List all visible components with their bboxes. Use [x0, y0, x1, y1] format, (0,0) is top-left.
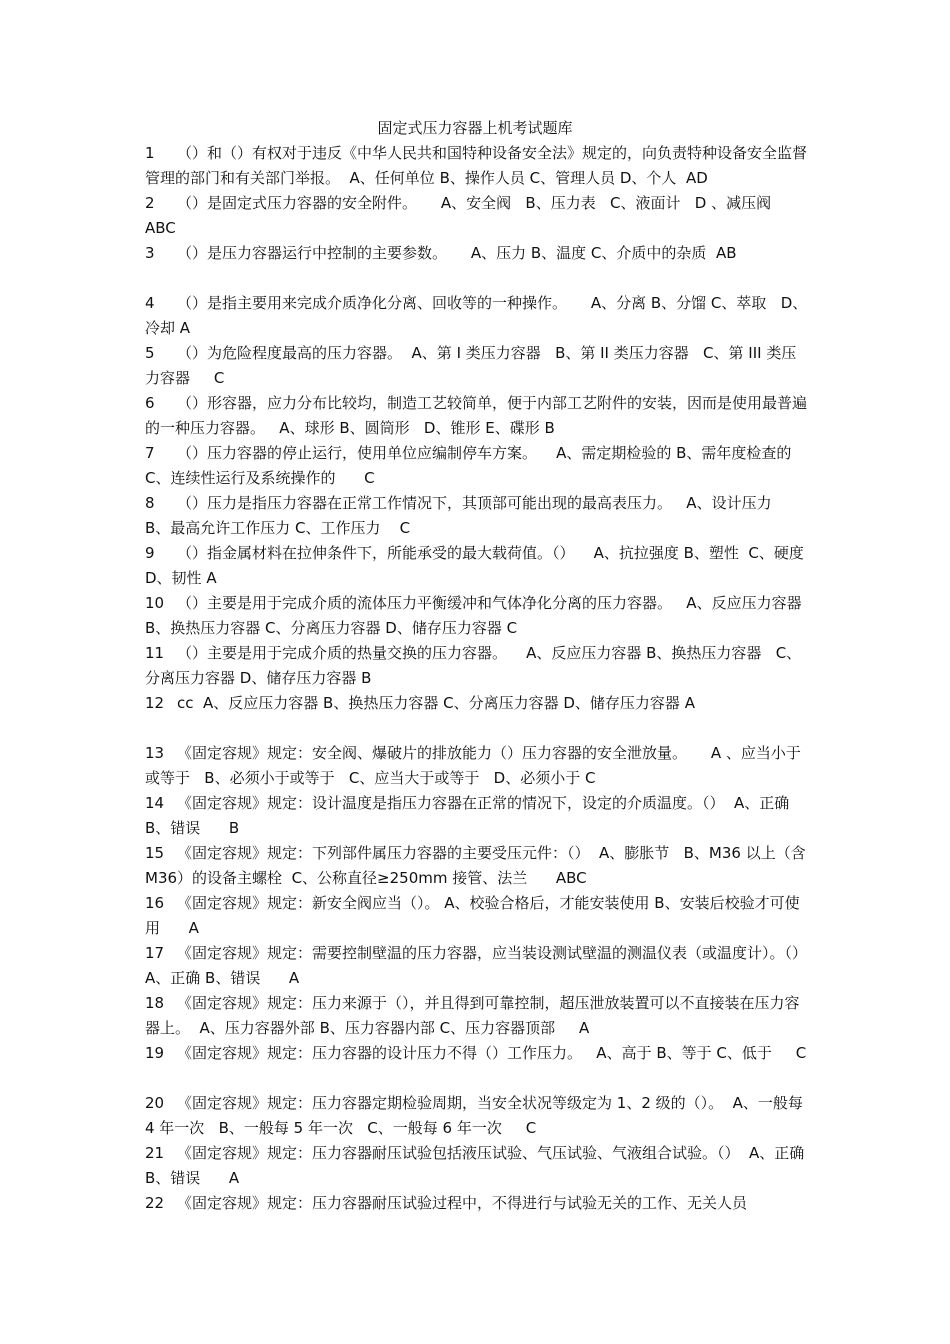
question-answer: A — [555, 1019, 590, 1037]
question-number: 16 — [145, 894, 165, 912]
question-item — [145, 791, 810, 841]
question-answer: ABC — [145, 194, 781, 237]
question-answer: B — [200, 819, 240, 837]
question-number: 14 — [145, 794, 165, 812]
question-item — [145, 141, 810, 191]
question-text: （）是指主要用来完成介质净化分离、回收等的一种操作。 A、分离 B、分馏 C、萃取 D、冷却 — [145, 294, 808, 337]
question-text: （）压力容器的停止运行，使用单位应编制停车方案。 A、需定期检验的 B、需年度检查的 C、连续性运行及系统操作的 — [145, 444, 806, 487]
question-answer: A — [260, 969, 300, 987]
question-text: 《固定容规》规定：设计温度是指压力容器在正常的情况下，设定的介质温度。（） A、正确 B、错误 — [145, 794, 795, 837]
question-item — [145, 841, 810, 891]
question-number: 21 — [145, 1144, 165, 1162]
question-answer: C — [190, 369, 225, 387]
question-number: 6 — [145, 394, 155, 412]
document-title: 固定式压力容器上机考试题库 — [377, 119, 573, 137]
question-answer: AB — [706, 244, 737, 262]
question-number: 13 — [145, 744, 165, 762]
question-text: 《固定容规》规定：压力容器定期检验周期，当安全状况等级定为 1、2 级的（）。 A、一般每 4 年一次 B、一般每 5 年一次 C、一般每 6 年一次 — [145, 1094, 808, 1137]
question-text: 《固定容规》规定：下列部件属压力容器的主要受压元件：（） A、膨胀节 B、M36 以上（含 M36）的设备主螺栓 C、公称直径≥250mm 接管、法兰 — [145, 844, 811, 887]
question-list — [145, 141, 827, 1241]
question-text: （）形容器，应力分布比较均，制造工艺较简单，便于内部工艺附件的安装，因而是使用最普遍的一种压力容器。 A、球形 B、圆筒形 D、锥形 E、碟形 — [145, 394, 808, 437]
question-item — [145, 941, 827, 991]
question-answer: A — [201, 569, 217, 587]
question-text: （）是固定式压力容器的安全附件。 A、安全阀 B、压力表 C、液面计 D 、减压阀 — [177, 194, 772, 212]
question-item — [145, 441, 810, 491]
question-text: 《固定容规》规定：压力容器耐压试验包括液压试验、气压试验、气液组合试验。（） A、正确 B、错误 — [145, 1144, 810, 1187]
question-item — [145, 1041, 810, 1091]
question-text: 《固定容规》规定：压力容器的设计压力不得（）工作压力。 A、高于 B、等于 C、低于 — [177, 1044, 772, 1062]
question-number: 18 — [145, 994, 165, 1012]
question-number: 10 — [145, 594, 165, 612]
question-item — [145, 541, 810, 591]
question-answer: AD — [676, 169, 708, 187]
question-number: 5 — [145, 344, 155, 362]
question-item — [145, 641, 810, 691]
question-number: 15 — [145, 844, 165, 862]
question-text: 《固定容规》规定：压力来源于（），并且得到可靠控制，超压泄放装置可以不直接装在压力容器上。 A、压力容器外部 B、压力容器内部 C、压力容器顶部 — [145, 994, 800, 1037]
question-item — [145, 1141, 810, 1191]
question-item — [145, 1191, 810, 1241]
question-text: 《固定容规》规定：需要控制壁温的压力容器，应当装设测试壁温的测温仪表（或温度计）。（） A、正确 B、错误 — [145, 944, 827, 987]
question-text: （）是压力容器运行中控制的主要参数。 A、压力 B、温度 C、介质中的杂质 — [177, 244, 707, 262]
question-number: 3 — [145, 244, 155, 262]
question-answer: C — [335, 469, 375, 487]
question-text: （）压力是指压力容器在正常工作情况下，其顶部可能出现的最高表压力。 A、设计压力 B、最高允许工作压力 C、工作压力 — [145, 494, 786, 537]
question-text: 《固定容规》规定：压力容器耐压试验过程中，不得进行与试验无关的工作、无关人员 — [177, 1194, 748, 1212]
question-item — [145, 741, 810, 791]
question-answer: C — [501, 1119, 537, 1137]
question-answer: A — [679, 694, 695, 712]
question-number: 17 — [145, 944, 165, 962]
question-number: 1 — [145, 144, 155, 162]
question-number: 22 — [145, 1194, 165, 1212]
question-answer: B — [356, 669, 372, 687]
question-item — [145, 291, 810, 341]
question-text: （）指金属材料在拉伸条件下，所能承受的最大载荷值。（） A、抗拉强度 B、塑性 C、硬度 D、韧性 — [145, 544, 809, 587]
question-text: （）主要是用于完成介质的流体压力平衡缓冲和气体净化分离的压力容器。 A、反应压力容器 B、换热压力容器 C、分离压力容器 D、储存压力容器 — [145, 594, 816, 637]
question-number: 4 — [145, 294, 155, 312]
question-number: 11 — [145, 644, 165, 662]
question-number: 19 — [145, 1044, 165, 1062]
question-text: （）为危险程度最高的压力容器。 A、第 I 类压力容器 B、第 II 类压力容器 C、第 III 类压力容器 — [145, 344, 797, 387]
question-number: 20 — [145, 1094, 165, 1112]
question-item — [145, 191, 810, 241]
question-item — [145, 341, 810, 391]
question-answer: C — [380, 519, 411, 537]
question-item — [145, 691, 810, 741]
question-number: 2 — [145, 194, 155, 212]
question-number: 12 — [145, 694, 165, 712]
question-item — [145, 991, 810, 1041]
question-text: （）和（）有权对于违反《中华人民共和国特种设备安全法》规定的，向负责特种设备安全监督管理的部门和有关部门举报。 A、任何单位 B、操作人员 C、管理人员 D、个人 — [145, 144, 808, 187]
question-number: 7 — [145, 444, 155, 462]
question-answer: A — [160, 919, 199, 937]
question-answer: B — [539, 419, 555, 437]
question-answer: C — [771, 1044, 807, 1062]
question-item — [145, 241, 810, 291]
question-answer: A — [175, 319, 191, 337]
question-number: 9 — [145, 544, 155, 562]
question-item — [145, 1091, 810, 1141]
question-item — [145, 491, 810, 541]
question-answer: C — [580, 769, 596, 787]
question-answer: A — [200, 1169, 240, 1187]
question-text: （）主要是用于完成介质的热量交换的压力容器。 A、反应压力容器 B、换热压力容器 C、分离压力容器 D、储存压力容器 — [145, 644, 802, 687]
question-text: cc A、反应压力容器 B、换热压力容器 C、分离压力容器 D、储存压力容器 — [177, 694, 680, 712]
question-item — [145, 391, 810, 441]
question-answer: ABC — [527, 869, 587, 887]
question-answer: C — [501, 619, 518, 637]
question-number: 8 — [145, 494, 155, 512]
question-item — [145, 891, 810, 941]
question-text: 《固定容规》规定：安全阀、爆破片的排放能力（）压力容器的安全泄放量。 A 、应当小于或等于 B、必须小于或等于 C、应当大于或等于 D、必须小于 — [145, 744, 801, 787]
question-text: 《固定容规》规定：新安全阀应当（）。 A、校验合格后，才能安装使用 B、安装后校验才可使用 — [145, 894, 800, 937]
question-item — [145, 591, 816, 641]
